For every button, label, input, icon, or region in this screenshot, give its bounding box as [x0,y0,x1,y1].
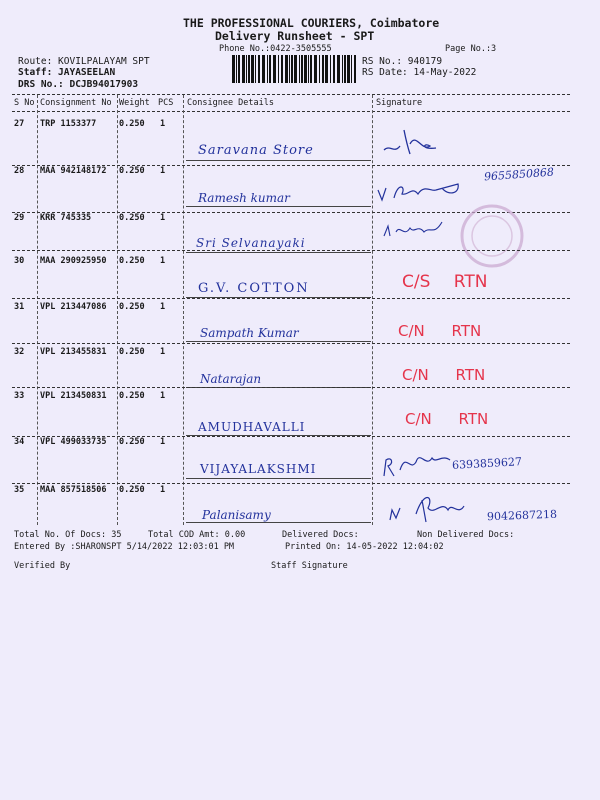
row-rule [12,343,570,344]
delivered-docs: Delivered Docs: [282,530,359,540]
row-pcs: 1 [160,437,166,447]
row-pcs: 1 [160,256,166,266]
col-sep [183,95,184,525]
row-consignment: KRR 745335 [40,213,92,223]
phone-handwriting: 9042687218 [486,507,558,524]
row-weight: 0.250 [119,302,145,312]
consignee-handwriting: Saravana Store [198,143,314,158]
col-signature: Signature [376,98,423,108]
consignee-handwriting: Natarajan [200,372,262,386]
row-consignment: MAA 942148172 [40,166,107,176]
row-weight: 0.250 [119,391,145,401]
row-rule [12,483,570,484]
row-pcs: 1 [160,391,166,401]
col-sno: S No [14,98,35,108]
write-line [186,252,371,253]
consignee-handwriting: VIJAYALAKSHMI [200,462,317,476]
printed-on: Printed On: 14-05-2022 12:04:02 [285,542,444,552]
row-sno: 28 [14,166,25,176]
row-consignment: VPL 213450831 [40,391,107,401]
phone-handwriting: 6393859627 [451,455,523,472]
row-weight: 0.250 [119,485,145,495]
row-rule [12,250,570,251]
row-pcs: 1 [160,302,166,312]
row-pcs: 1 [160,213,166,223]
row-weight: 0.250 [119,119,145,129]
route: Route: KOVILPALAYAM SPT [18,56,150,67]
signature-scribble [388,486,483,526]
consignee-handwriting: Sampath Kumar [200,326,299,340]
consignee-handwriting: AMUDHAVALLI [198,420,306,434]
entered-by: Entered By :SHARONSPT 5/14/2022 12:03:01 PM [14,542,235,552]
col-consignment: Consignment No [40,98,112,108]
phone-handwriting: 9655850868 [483,165,555,184]
col-consignee: Consignee Details [187,98,274,108]
drs-number: DRS No.: DCJB94017903 [18,79,139,90]
col-sep [37,95,38,525]
row-sno: 32 [14,347,25,357]
col-pcs: PCS [158,98,174,108]
row-rule [12,387,570,388]
write-line [186,206,371,207]
stamp-icon [450,200,530,275]
row-pcs: 1 [160,485,166,495]
page-number: Page No.:3 [445,44,497,54]
row-sno: 29 [14,213,25,223]
row-consignment: TRP 1153377 [40,119,97,129]
signature-scribble [382,214,452,242]
row-sno: 27 [14,119,25,129]
header-rule-bottom [12,111,570,112]
row-consignment: VPL 213455831 [40,347,107,357]
row-consignment: VPL 499033735 [40,437,107,447]
status-mark: C/S RTN [402,272,488,292]
signature-scribble [380,124,440,160]
phone-number: Phone No.:0422-3505555 [219,44,332,54]
row-consignment: MAA 290925950 [40,256,107,266]
consignee-handwriting: G.V. COTTON [198,281,310,296]
consignee-handwriting: Ramesh kumar [198,191,290,205]
barcode [232,55,357,83]
write-line [186,478,371,479]
signature-scribble [380,446,460,482]
staff-name: Staff: JAYASEELAN [18,67,116,78]
row-rule [12,298,570,299]
status-mark: C/N RTN [405,410,489,428]
row-sno: 33 [14,391,25,401]
status-mark: C/N RTN [398,322,482,340]
consignee-handwriting: Palanisamy [202,508,271,522]
row-weight: 0.250 [119,213,145,223]
row-weight: 0.250 [119,437,145,447]
total-docs: Total No. Of Docs: 35 [14,530,122,540]
row-consignment: VPL 213447086 [40,302,107,312]
header-rule-top [12,94,570,95]
row-pcs: 1 [160,347,166,357]
company-name: THE PROFESSIONAL COURIERS, Coimbatore [183,16,440,30]
staff-signature-label: Staff Signature [271,561,348,571]
non-delivered-docs: Non Delivered Docs: [417,530,515,540]
row-sno: 35 [14,485,25,495]
write-line [186,341,371,342]
row-weight: 0.250 [119,347,145,357]
row-sno: 34 [14,437,25,447]
total-cod: Total COD Amt: 0.00 [148,530,246,540]
row-pcs: 1 [160,119,166,129]
col-sep [117,95,118,525]
write-line [186,160,371,161]
row-sno: 30 [14,256,25,266]
rs-date: RS Date: 14-May-2022 [362,67,477,78]
row-pcs: 1 [160,166,166,176]
row-weight: 0.250 [119,166,145,176]
write-line [186,522,371,523]
document-title: Delivery Runsheet - SPT [215,29,375,43]
verified-by: Verified By [14,561,71,571]
col-sep [372,95,373,525]
col-weight: Weight [119,98,150,108]
row-weight: 0.250 [119,256,145,266]
rs-number: RS No.: 940179 [362,56,443,67]
row-sno: 31 [14,302,25,312]
status-mark: C/N RTN [402,366,486,384]
row-consignment: MAA 857518506 [40,485,107,495]
consignee-handwriting: Sri Selvanayaki [196,236,306,250]
